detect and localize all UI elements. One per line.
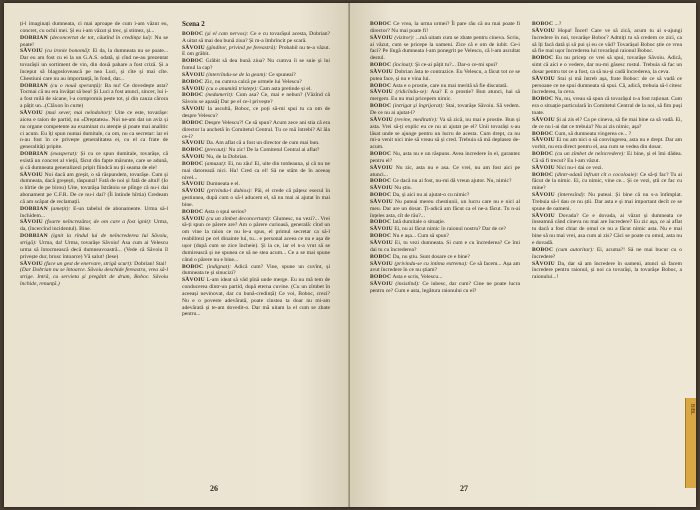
speaker-name: DOBRIAN <box>20 34 48 41</box>
dialogue-text: Ei, acuma?! Să ne mai bucur cu o încredere? <box>532 246 682 260</box>
dialogue-line <box>532 96 682 117</box>
stage-direction-inline: (cu o anumită tristețe): <box>206 85 258 92</box>
dialogue-line <box>532 55 682 76</box>
speaker-name: SĂVOIU <box>532 164 555 171</box>
stage-direction-inline: (vizitor): <box>394 34 415 41</box>
dialogue-text: Glumesc, nu vezi?... Vrei să-ți spun ce părere are? Am o părere curioasă, generală: cînd un om vine la raion ce nu le-a spus, el primul secretar ca să-l reabilitezi pe cel dinainte lui, tu... e personal aceea ce nu e așa de ușor (după cum se zice încheie). Și la ce, iar el n-a vrut să se dumirească și ne spunea ce să ne stea acum... Ce a se mai spune când o părere nu e bine... <box>182 215 330 263</box>
stage-direction-inline: (cu un zîmbet deconcertant): <box>206 215 272 222</box>
stage-direction-inline: (ridicîndu-se): <box>395 89 429 96</box>
stage-direction-inline: (mai sever, mai neîndoitor): <box>45 109 113 116</box>
dialogue-text: Adică cum? Vine, spune un cuvînt, și dumneata te și sinucizi? <box>182 263 331 277</box>
stage-direction-inline: (interesînd): <box>557 192 586 199</box>
dialogue-line <box>370 89 520 103</box>
speaker-name: SĂVOIU <box>20 260 43 267</box>
stage-direction-inline: (ignit la rîndul lui de neîncrederea lui Săvoiu, strigă): <box>20 233 168 246</box>
dialogue-text: Da, și aici nu ai ajutat-o cu nimic? <box>392 192 470 199</box>
dialogue-line <box>182 45 330 59</box>
page-number-left: 26 <box>210 484 218 493</box>
dialogue-text: Nici nu-i dai ce vezi. <box>556 164 604 171</box>
scene-heading: Scena 2 <box>182 20 205 28</box>
dialogue-text: Despre Velescu?! Ce să spun? Acum zece ani stia că era director la anchetă în Comitetul Central. Tu ce mă întrebi? Al ăla ce-i? <box>182 119 331 140</box>
dialogue-line <box>532 192 682 213</box>
speaker-name: SĂVOIU <box>182 85 205 92</box>
dialogue-text: Da, dar să am încredere în oameni, atunci să facem încredere pentru raionul, și noi ca tovarăși, la tovarășe Boboc, a raionului...! <box>532 260 682 281</box>
speaker-name: SĂVOIU <box>370 89 393 96</box>
dialogue-line <box>182 106 330 120</box>
dialogue-text: Nu, de la Dobrian. <box>206 154 248 161</box>
stage-direction-inline: (amuzat): <box>204 160 227 167</box>
dialogue-line <box>20 83 168 110</box>
dialogue-line <box>182 264 330 278</box>
dialogue-text: Hopa! Încet! Care ve să zică, acum tu ai s-ajungi încredere în noi, tovarășe Boboc? Admiți tu să credem ce zici, ca să îți facă dată și să pui și eu ce văd? Tovarășul Boboc știe ce vrea să fie mai ușor încrederea lui tovarășul raionul Boboc. <box>532 27 682 55</box>
dialogue-line <box>182 161 330 182</box>
dialogue-text: Uite ce este, tovarășe: aicea e raion de partid, nu «Dreptatea». Noi ne-am dat un aviz și nu organe competente au examinat cu atenție și poate mai analitic ci acum. Eu îți spun numai dumitale, ca om, nu ca secretar: iar ei n-au fost în ce privește generalitatea ei, cu el ca frate de generalități pripite. <box>20 109 168 151</box>
dialogue-text: Da. Am aflat că a fost un director de cum mai bun. <box>206 140 320 147</box>
dialogue-line <box>182 216 330 264</box>
dialogue-text: Dumneata e el. <box>206 181 240 188</box>
dialogue-text: Și ai zis el? Ca pe cineva, să fie mai bine ca să vadă. Ei, de ce nu i-ai dat ce trebuia? Nu ai zis nimic, așa? <box>532 116 682 130</box>
dialogue-line <box>20 233 168 260</box>
speaker-name: SĂVOIU <box>370 68 393 75</box>
dialogue-text: Ei da, la dumneata nu se poate... Dar eu am fost cu ei la un G.A.S. odată, și cînd ne-au prezentat tovarășii un sortiment de vin, din două pahare a fost criză. Și a început să blagoslovească pe nea Luci, și cîte și mai cîte. Chestiuni care nu au importanță, în fond, dar... <box>20 48 169 82</box>
speaker-name: SĂVOIU <box>370 164 393 171</box>
left-page-column-1 <box>20 21 168 288</box>
speaker-name: BOBOC <box>370 178 392 185</box>
dialogue-line <box>182 31 330 45</box>
speaker-name: SĂVOIU <box>20 48 43 55</box>
dialogue-text: Iată dumitale o situație. <box>392 219 446 226</box>
dialogue-text: Ei, tu vezi dumneata. Si cum e cu încrederea? Ce îmi dai tu cu încrederea? <box>370 240 520 253</box>
dialogue-line <box>182 147 330 154</box>
dialogue-text: Nu puteai mereu chestiunii, un lucru care nu e nici al meu. Dar are un dosar. Ți-adică am făcut ca el ne-a făcut. Tu n-ai înțeles asta, cît de rău?... <box>370 198 520 219</box>
speaker-name: SĂVOIU <box>532 116 555 123</box>
dialogue-text: Zic, nu cumva calcă pe urmele lui Velescu? <box>204 78 302 85</box>
dialogue-line <box>182 154 330 161</box>
speaker-name: SĂVOIU <box>182 106 205 113</box>
right-page <box>350 3 696 507</box>
speaker-name: SĂVOIU <box>182 154 205 161</box>
dialogue-line <box>182 92 330 106</box>
dialogue-text: Stai, tovarășe Săvoiu. Să vedem. De ce nu ai ajutat-l? <box>370 103 520 116</box>
stage-direction-inline: (intercîndu-se de la geam): <box>206 71 268 78</box>
stage-direction-inline: (privindu-se cu intima extrema): <box>394 260 468 267</box>
stage-direction-inline: (nedumerit): <box>205 92 234 99</box>
dialogue-line <box>182 58 330 72</box>
speaker-name: BOBOC <box>370 62 392 69</box>
dialogue-line <box>370 192 520 199</box>
stage-direction-inline: (cu o nouă speranță): <box>50 82 103 89</box>
dialogue-text: Ce vrea, la urma urmei? Îi pare rău că nu mai poate fi director? Nu mai poate fi! <box>370 21 520 34</box>
dialogue-text: Ce iubesc, dar cum? Cine ne poate lucra pentru ce? Cum e asta, legătura raionului cu el? <box>370 281 520 294</box>
dialogue-text: Urma, da, (încercînd incidentul). Bine. <box>20 219 168 233</box>
dialogue-line <box>20 151 168 172</box>
dialogue-line <box>532 213 682 247</box>
stage-direction-inline: (amețit): <box>50 205 71 212</box>
stage-direction-inline: (cum autoritar): <box>556 246 594 253</box>
dialogue-text: Nu se poate! <box>20 34 169 48</box>
dialogue-line <box>370 254 520 261</box>
speaker-name: BOBOC <box>182 160 204 167</box>
dialogue-line <box>370 233 520 240</box>
speaker-name: SĂVOIU <box>532 192 555 199</box>
speaker-name: DOBRIAN <box>20 205 48 212</box>
speaker-name: BOBOC <box>532 246 554 253</box>
dialogue-line <box>20 206 168 220</box>
dialogue-line <box>532 151 682 165</box>
dialogue-text: Nu zic! De la Comitetul Central ai aflat? <box>228 147 320 154</box>
stage-direction-inline: (exasperat): <box>50 151 78 158</box>
dialogue-text: Asta e o prostie, care nu mai merită să fie discutată. <box>392 82 508 89</box>
stage-direction-inline: (intrigat și îngrijorat): <box>392 103 445 110</box>
speaker-name: BOBOC <box>532 171 554 178</box>
speaker-name: BOBOC <box>370 274 392 281</box>
dialogue-text: Ei nu am nici o să convingerea, asta nu e drept. Dar am vorbit, nu era direct pentru el, asa cum se vedea din dosar. <box>532 137 682 151</box>
dialogue-line <box>532 261 682 282</box>
dialogue-text: Ei bine, și el îmi dădea. Că să fi trecut? Eu l-am văzut. <box>532 151 682 164</box>
dialogue-line <box>20 48 168 82</box>
dialogue-line <box>370 226 520 233</box>
speaker-name: SĂVOIU <box>20 219 43 226</box>
dialogue-text: Cum, să dumneata vingerea ce... ? <box>554 130 632 137</box>
dialogue-line <box>370 62 520 69</box>
speaker-name: BOBOC <box>532 96 554 103</box>
speaker-name: SĂVOIU <box>182 140 205 147</box>
speaker-name: BOBOC <box>370 21 392 27</box>
dialogue-line <box>20 110 168 151</box>
speaker-name: SĂVOIU <box>370 34 393 41</box>
dialogue-text: Probabil nu te-a văzut. E om grăbit. <box>182 44 330 58</box>
dialogue-text: Păi, el crede că pățesc esecul în gestiunea, după cum o să-l aducem el, să nu mai ai ajutat în mai bine. <box>182 188 331 208</box>
speaker-name: BOBOC <box>370 219 392 226</box>
speaker-name: BOBOC <box>182 119 204 126</box>
speaker-name: BOBOC <box>532 55 554 62</box>
dialogue-text: Ba nu! Ce dovedește asta? Tocmai că nu era învățat să bea! Și Luci a fost atunci, sincer, lui i-a fost milă de sicane, l-a compromis peste tot, și din cauza cărora a pățit un...(Clăxon în curte) <box>20 82 168 110</box>
speaker-name: SĂVOIU <box>370 240 393 246</box>
dialogue-line <box>370 199 520 220</box>
speaker-name: SĂVOIU <box>370 116 393 123</box>
speaker-name: BOBOC <box>370 233 392 240</box>
dialogue-text: Asta e scris, Velescu... <box>392 274 443 281</box>
dialogue-text: Nu, nu, vreau să spun că tovarășul n-a fost raționat. Cum era o situație particulară în Comitetul Central de la noi, să fim puși toate. <box>532 96 682 116</box>
dialogue-text: Ei, nu zău! Ei, uite din totdeauna, și că nu ne mai datorează nici. Ha! Cred ca el! Să ne stăm de în aceeaș nivel... <box>182 160 330 181</box>
dialogue-text: Nu puteai. Și bine că nu s-a întîmplat. Trebuia să-l dau ce nu știi. Dar asta e și mai important decît ce se spune de oameni. <box>532 192 683 212</box>
speaker-name: BOBOC <box>182 78 204 85</box>
dialogue-line <box>370 69 520 83</box>
speaker-name: BOBOC <box>370 151 392 158</box>
dialogue-text: Dovada? Ce e dovada, ai văzut și dumneata ce înseamnă când cineva nu mai are încredere? Eu zic așa, ce ai aflat tu dacă a fost chiar de omul ce nu a făcut nimic asta. Nu e mai bine să nu mai vrei, asa cum ai zis? Căci se poate cu omul, asta nu e dovadă. <box>532 212 682 246</box>
dialogue-line <box>532 172 682 193</box>
stage-direction-inline: (cu ironie bonomă): <box>44 48 91 55</box>
dialogue-text: ...? <box>554 21 562 27</box>
dialogue-line <box>532 165 682 172</box>
dialogue-line <box>370 165 520 179</box>
dialogue-line <box>182 277 330 318</box>
dialogue-text: Va să zică, nu mai e prostie. Bun și asta. Vrei să-ți explic eu ce nu ai ajutat pe el? Unii tovarăși s-au lăsat unde se ajunge pentru un lucru de acesta. Cum drept, ca nu mi-a venit nici mie să vreau să și cred. Trebuia să mă deplasez de-acum. <box>370 116 520 151</box>
speaker-name: SĂVOIU <box>370 198 393 205</box>
dialogue-text: E-un tabelul de abonamente. Urma să-l închidem... <box>20 205 168 219</box>
stage-direction-inline: (cu un zîmbet de neîncredere): <box>555 151 626 158</box>
stage-direction-inline: (precaut): <box>204 147 228 154</box>
speaker-name: BOBOC <box>370 253 392 260</box>
stage-direction: (Dar Dobrian nu se întoarce. Săvoiu deschide fereastra, vrea să-l strige. Intră, cu servieta și pregătit de drum, Boboc. Săvoiu închide, renunță.) <box>20 267 168 288</box>
speaker-name: SĂVOIU <box>532 75 555 82</box>
right-page-column-2 <box>532 21 682 281</box>
right-page-column-1 <box>370 21 520 295</box>
dialogue-text: Noi dacă am greșit, o să răspundem, tovarășe. Cum și dumneata, dacă greșești, răspunzi! Fată de noi și fată de altul! (Io o hîrtie de pe birou) Uite, tovarășa Istrătoiu se plînge că nu-i dai abonament pe C.F.R. De ce nu-i dai? (Îi întinde hîrtia) Credeam că am scăpat de reclamații. <box>20 171 168 205</box>
library-tab <box>685 398 696 488</box>
dialogue-line <box>370 185 520 192</box>
stage-direction-inline: (indignat): <box>206 263 231 270</box>
dialogue-text: Dobrian ăsta te contrazice. Eu Velescu, a făcut tot ce se putea face, și nu e vina lui. <box>370 68 520 82</box>
speaker-name: BOBOC <box>370 192 392 199</box>
dialogue-text: Eu nu pricep ce vrei să spui, tovarășe Săvoiu. Adică, simt că aici e o vedere, dar nu-mi găsesc rostul. Trebuia să fac un dosar pentru tot ce a fost, ca să nu-și cadă încrederea, la ceva. <box>532 55 683 75</box>
speaker-name: SĂVOIU <box>370 281 393 288</box>
dialogue-text: Ce e cu tovarășul acesta, Dobrian? A uitat să mai dea bună ziua? Și m-a îmbrîncit pe scară. <box>182 30 330 44</box>
dialogue-line <box>182 209 330 216</box>
open-book <box>4 3 696 507</box>
speaker-name: SĂVOIU <box>182 71 205 78</box>
speaker-name: BOBOC <box>182 92 204 99</box>
stage-direction-inline: (insistînd): <box>395 281 420 288</box>
speaker-name: DOBRIAN <box>20 82 48 89</box>
stage-direction-inline: (revine, meditativ): <box>394 116 438 123</box>
dialogue-text: Cam asta pretinde și el. <box>259 85 312 92</box>
dialogue-line <box>370 117 520 151</box>
dialogue-text: Și ce-ai pățit tu?... Dar-o ce-mi spui? <box>415 62 498 69</box>
dialogue-text: Ce să-ți fac? Tu ai făcut de la nimic. Ei, cu nimic, vine ce... Și ce vezi, știi ce fac cu mine? <box>532 171 682 192</box>
dialogue-text: Asa? E o prostie? Bun atunci, hai să mergem. Eu nu mai pricepem nimic. <box>370 89 520 103</box>
speaker-name: SĂVOIU <box>182 44 205 51</box>
dialogue-text: Grăbit să dea bună ziua? Nu cumva îi se suie și lui fumul la cap? <box>182 58 330 72</box>
dialogue-line <box>532 76 682 97</box>
library-tab-label: BIBL <box>689 404 695 415</box>
dialogue-line <box>370 151 520 165</box>
left-page-column-2 <box>182 21 330 318</box>
dialogue-text: L-am ideat să văd pînă unde merge. Eu nu mă tem de conducerea dintr-un partid, după eterna cuvine. (Cu un zîmbet în aceeași nevinovat, dar cu bună-credință) Ce voi, Boboc, crezi? Nu e o poveste adevărată, poate cinstea ta doar nu mi-am adevărată și te-am dovedit-o. Dar mă uitam la el cum se zbate pentru... <box>182 277 330 318</box>
stage-direction-inline: (și el cam nervos): <box>205 30 249 37</box>
dialogue-text: Ce spuneai? <box>268 71 296 78</box>
speaker-name: SĂVOIU <box>20 171 43 178</box>
dialogue-line <box>182 79 330 86</box>
speaker-name: BOBOC <box>532 151 554 158</box>
dialogue-line <box>532 247 682 261</box>
speaker-name: BOBOC <box>182 147 204 154</box>
dialogue-text: ți-l imaginați dumneata, ci mai aproape de cum i-am văzut eu, concret, cu ochii mei. Și eu i-am văzut și trec, și stimez, și... <box>20 21 168 34</box>
speaker-name: BOBOC <box>182 30 204 37</box>
speaker-name: SĂVOIU <box>532 260 555 267</box>
dialogue-text: Asta o spui serios? <box>204 208 247 215</box>
stage-direction-inline: (dintr-odată înfrunt cît o cocoloaie): <box>554 171 639 178</box>
speaker-name: BOBOC <box>370 82 392 89</box>
dialogue-text: Stai și mă întreb așa, frate Boboc: de ce să vadă ce persoane ce ne spui dumneata să spui. Că, adică, trebuia să-l citesc încrederea, la ceva. <box>532 75 682 96</box>
dialogue-text: ...mă uitam cum se zbate pentru cineva. Scriu, ai văzut, cum se pricepe la oameni. Zice că e om de iubit. Ce-i faci? Pe lîngă dumneata l-am ponegrit pe Velescu, că l-am ascultat destul. <box>370 34 520 62</box>
stage-direction-inline: (deconcertat de tot, căutînd în credința lui): <box>49 34 153 41</box>
speaker-name: SĂVOIU <box>532 27 555 34</box>
speaker-name: BOBOC <box>182 58 204 65</box>
dialogue-line <box>182 72 330 79</box>
stage-direction-inline: (încinat): <box>392 62 414 69</box>
speaker-name: DOBRIAN <box>20 233 48 240</box>
dialogue-text: Dobrian! Stai! <box>134 260 167 267</box>
speaker-name: BOBOC <box>182 208 204 215</box>
dialogue-line <box>370 240 520 254</box>
dialogue-text: Ei, nu ai făcut nimic în raionul nostru? Dar de ce? <box>394 226 506 233</box>
dialogue-text: Nu, asta nu e un răspuns. Avea incredere în el, garantez pentru el? <box>370 151 520 164</box>
stage-direction-inline: (foarte neîncrezător, de om care a fost ignit): <box>45 219 152 226</box>
speaker-name: BOBOC <box>370 103 392 110</box>
dialogue-text: Ce să facem... Așa am avut încredere în ce nu știam? <box>370 260 520 274</box>
dialogue-line <box>20 35 168 49</box>
dialogue-line <box>532 21 682 28</box>
speaker-name: SĂVOIU <box>532 137 555 144</box>
speaker-name: DOBRIAN <box>20 151 48 158</box>
dialogue-line <box>532 117 682 131</box>
dialogue-text: Urma, da! Urma, tovarășe Săvoiu! Asa cum ai Velescu urma să întocmească decă dumneavoastră... (Vede că Săvoiu îl privește dur, brusc întoarce) Vă salut! (Iese) <box>20 240 168 260</box>
dialogue-line <box>182 188 330 209</box>
dialogue-text: Nu zic, asta nu e asa. Ce vrei, nu am fost aici pe atunci... <box>370 164 520 178</box>
dialogue-line <box>370 21 520 35</box>
speaker-name: SĂVOIU <box>20 109 43 116</box>
stage-direction-inline: (face un gest de enervare, strigă scurt): <box>44 260 133 267</box>
speaker-name: BOBOC <box>532 130 554 137</box>
dialogue-line <box>532 137 682 151</box>
dialogue-text: Ia ascultă, Boboc, ce poți să-mi spui tu ca om de despre Velescu? <box>182 106 330 119</box>
stage-direction-inline: (privindu-l dubios): <box>207 188 253 195</box>
speaker-name: BOBOC <box>532 21 554 27</box>
speaker-name: SĂVOIU <box>370 226 393 233</box>
dialogue-text: Cum asa? Ce, mai e nebun? (Văzînd că Săvoiu se apasă) Dar pe el ce-l privește? <box>182 92 330 106</box>
dialogue-text: Ce dacă nu ai fost, nu-mi dă vreun ajutor. Nu, nimic? <box>392 178 512 185</box>
dialogue-text: Nu știu. <box>394 185 412 192</box>
dialogue-text: Da, nu știu. Sunt dosare ce e bine? <box>392 253 470 260</box>
speaker-name: SĂVOIU <box>370 185 393 192</box>
dialogue-line <box>370 35 520 62</box>
stage-direction-inline: (gînditor, privind pe fereastră): <box>206 44 278 51</box>
speaker-name: SĂVOIU <box>182 181 205 188</box>
page-number-right: 27 <box>460 484 468 493</box>
dialogue-line <box>370 281 520 295</box>
speaker-name: SĂVOIU <box>370 260 393 267</box>
dialogue-line <box>20 172 168 206</box>
speaker-name: SĂVOIU <box>182 277 205 284</box>
dialogue-line <box>182 120 330 141</box>
speaker-name: BOBOC <box>182 263 204 270</box>
dialogue-line <box>20 219 168 233</box>
left-page <box>4 3 350 507</box>
dialogue-text: Nu e așa... Cum să spun? <box>392 233 449 240</box>
dialogue-line <box>370 103 520 117</box>
dialogue-line <box>532 28 682 55</box>
speaker-name: SĂVOIU <box>182 188 205 195</box>
speaker-name: SĂVOIU <box>182 215 205 222</box>
dialogue-line <box>370 261 520 275</box>
speaker-name: SĂVOIU <box>532 212 555 219</box>
dialogue-text: Și cu ce spun dumitale, tovarășe, că există un concret al vieții, făcut din fapte mărunte, care se adună, și că dumneata generalizezi pripit fiindcă nu ții seama de ele! <box>20 151 168 171</box>
